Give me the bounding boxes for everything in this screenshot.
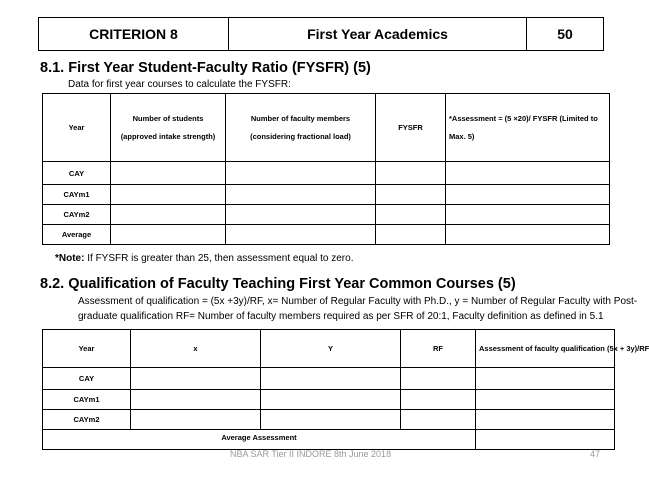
col-assessment-line2: Max. 5) (449, 132, 475, 141)
section-8-2-title: 8.2. Qualification of Faculty Teaching First Year Common Courses (5) (40, 276, 516, 292)
table-header-row (43, 94, 610, 162)
section-8-1-subtitle: Data for first year courses to calculate the FYSFR: (68, 79, 291, 90)
table-row (43, 225, 610, 245)
row-label: Average (43, 225, 111, 245)
table-row (43, 390, 615, 410)
page-number: 47 (590, 449, 601, 459)
row-label: CAY (43, 368, 131, 390)
row-label: CAYm2 (43, 205, 111, 225)
col-students-line1: Number of students (132, 114, 204, 123)
note-label: *Note: (55, 253, 85, 264)
fysfr-table (42, 93, 610, 245)
table-row-average (43, 430, 615, 450)
row-label: CAYm2 (43, 410, 131, 430)
table-row (43, 410, 615, 430)
col-faculty (226, 94, 376, 162)
section-8-2-description (78, 294, 638, 324)
col-rf: RF (401, 330, 476, 368)
col-fysfr: FYSFR (376, 94, 446, 162)
section-8-2-desc-line2: graduate qualification RF= Number of faculty members required as per SFR of 20:1, Faculty definition as defined in 5.1 (78, 311, 604, 322)
fysfr-note (55, 253, 353, 264)
footer-text: NBA SAR Tier II INDORE 8th June 2018 (230, 449, 392, 459)
row-label: CAY (43, 162, 111, 185)
col-year: Year (43, 330, 131, 368)
note-text: If FYSFR is greater than 25, then assessment equal to zero. (84, 253, 354, 264)
criterion-score: 50 (557, 26, 573, 42)
faculty-qualification-table (42, 329, 649, 450)
col-y: Y (261, 330, 401, 368)
col-students (111, 94, 226, 162)
col-faculty-line1: Number of faculty members (250, 114, 351, 123)
table-row (43, 162, 610, 185)
col-students-line2: (approved intake strength) (120, 132, 216, 141)
row-label: CAYm1 (43, 185, 111, 205)
row-label: CAYm1 (43, 390, 131, 410)
criterion-label: CRITERION 8 (39, 18, 229, 50)
section-8-1-title: 8.1. First Year Student-Faculty Ratio (FYSFR) (5) (40, 60, 371, 76)
table-row (43, 185, 610, 205)
criterion-title: First Year Academics (229, 18, 527, 50)
table-row (43, 368, 615, 390)
section-8-2-desc-line1: Assessment of qualification = (5x +3y)/RF, x= Number of Regular Faculty with Ph.D., y = Number of Regular Faculty with Post- (78, 296, 638, 307)
average-assessment-label: Average Assessment (43, 430, 476, 450)
table-header-row (43, 330, 615, 368)
table-row (43, 205, 610, 225)
col-faculty-line2: (considering fractional load) (250, 132, 351, 141)
col-year: Year (43, 94, 111, 162)
col-assessment-line1: *Assessment = (5 ×20)/ FYSFR (Limited to (449, 114, 598, 123)
criterion-header (38, 17, 604, 51)
slide-footer (0, 449, 638, 463)
col-x: x (131, 330, 261, 368)
col-assessment: Assessment of faculty qualification (5x + 3y)/RF (476, 330, 615, 368)
col-assessment (446, 94, 610, 162)
